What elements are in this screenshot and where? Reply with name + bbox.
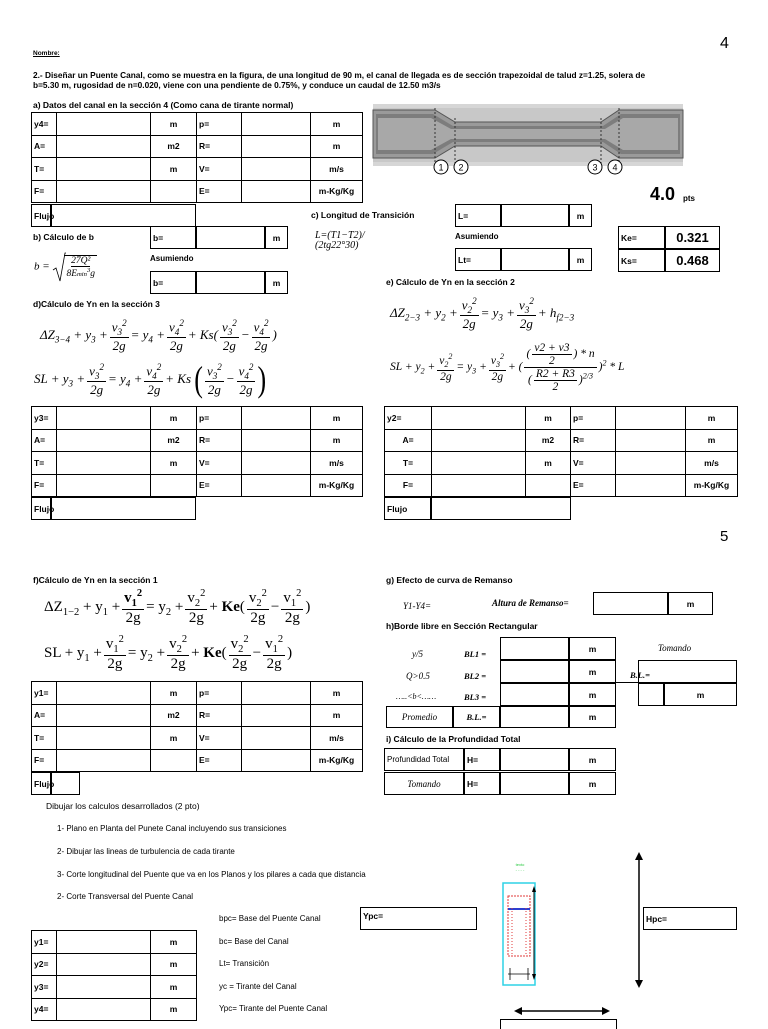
b-formula: b = 27Q² 8Emin$^3$g	[34, 252, 97, 282]
section-b-title: b) Cálculo de b	[33, 232, 94, 242]
label-cell: T=	[32, 158, 57, 181]
legend-yc: yc = Tirante del Canal	[219, 982, 297, 991]
value-field[interactable]	[432, 407, 526, 430]
label-cell: p=	[571, 407, 616, 430]
value-field[interactable]	[242, 407, 311, 430]
label-cell: R=	[197, 704, 242, 727]
section-h-title: h)Borde libre en Sección Rectangular	[386, 621, 538, 631]
h-unit: m	[569, 748, 616, 771]
unit-cell: m2	[151, 429, 197, 452]
h-label: H=	[464, 748, 500, 771]
drawing-item-1: 1- Plano en Planta del Punete Canal incluyendo sus transiciones	[57, 824, 287, 833]
value-field[interactable]	[57, 407, 151, 430]
energy-eq-3-4: $\Delta Z_{3-4} + y_3$ + $\frac{v_3^2}{2g}$ = $y_4$ + $\frac{v_4^2}{2g}$ + Ks( $\frac{v_3^2}{2g}$ − $\frac{v_4^2}{2g}$ )	[40, 318, 277, 353]
bl1-field[interactable]	[500, 637, 569, 660]
bl-promedio-label: B.L.=	[453, 706, 500, 728]
label-cell: p=	[197, 682, 242, 705]
drawing-item-4: 2- Corte Transversal del Puente Canal	[57, 892, 194, 901]
value-field[interactable]	[242, 429, 311, 452]
label-cell: A=	[32, 429, 57, 452]
cross-section-figure	[498, 858, 548, 988]
value-field[interactable]	[616, 407, 686, 430]
bl-final-field[interactable]	[638, 660, 737, 683]
label-cell: y1=	[32, 682, 57, 705]
b2-label: b=	[150, 271, 196, 294]
unit-cell	[151, 474, 197, 497]
section-a-table	[31, 112, 363, 203]
value-field[interactable]	[57, 682, 151, 705]
table-row	[385, 452, 738, 475]
value-field[interactable]	[242, 158, 311, 181]
ks-value: 0.468	[665, 249, 720, 272]
energy-eq-1-2: $\Delta Z_{1-2} + y_1$ + $\frac{v_1^2}{2g}$ = $y_2$ + $\frac{v_2^2}{2g}$ + Ke( $\frac{v_2^2}{2g}$ − $\frac{v_1^2}{2g}$ )	[44, 588, 311, 626]
table-row	[32, 135, 363, 158]
label-cell: y3=	[32, 976, 57, 999]
unit-cell: m	[151, 682, 197, 705]
section-f-table	[31, 681, 363, 772]
section-c-asumiendo: Asumiendo	[455, 232, 499, 241]
section-e-table	[384, 406, 738, 497]
b2-field[interactable]	[196, 271, 265, 294]
svg-text:- - - -: - - - -	[515, 867, 525, 872]
energy-eq-sl-1: SL + $y_1$ + $\frac{v_1^2}{2g}$ = $y_2$ + $\frac{v_2^2}{2g}$ + Ke( $\frac{v_2^2}{2g}$ − $\frac{v_1^2}{2g}$ )	[44, 634, 293, 672]
value-field[interactable]	[242, 749, 311, 772]
b-formula-denominator: 8E	[66, 269, 77, 280]
b-formula-numerator: 27Q²	[71, 255, 91, 266]
table-row	[32, 976, 197, 999]
legend-ypc: Ypc= Tirante del Puente Canal	[219, 1004, 328, 1013]
unit-cell: m	[526, 407, 571, 430]
value-field[interactable]	[57, 135, 151, 158]
label-cell: F=	[32, 749, 57, 772]
bl-promedio-field[interactable]	[500, 706, 569, 728]
legend-lt: Lt= Transiciòn	[219, 959, 270, 968]
label-cell: V=	[197, 158, 242, 181]
section-marker-3: 3	[592, 162, 598, 173]
table-row	[32, 953, 197, 976]
table-row	[385, 474, 738, 497]
b-field[interactable]	[196, 226, 265, 249]
hpc-field[interactable]	[643, 907, 737, 930]
unit-cell: m/s	[686, 452, 738, 475]
l-field[interactable]	[501, 204, 569, 227]
bl3-criteria: …..<b<……	[396, 692, 437, 701]
bl3-label: BL3 =	[464, 692, 487, 702]
label-cell: F=	[385, 474, 432, 497]
ks-label: Ks=	[618, 249, 665, 272]
unit-cell: m	[686, 429, 738, 452]
label-cell: p=	[197, 407, 242, 430]
label-cell: y2=	[385, 407, 432, 430]
ke-value: 0.321	[665, 226, 720, 249]
table-row	[32, 452, 363, 475]
b2-unit: m	[265, 271, 288, 294]
unit-cell: m	[151, 452, 197, 475]
unit-cell: m	[151, 727, 197, 750]
unit-cell: m/s	[311, 452, 363, 475]
page-number: 4	[720, 35, 729, 52]
label-cell: p=	[197, 113, 242, 136]
altura-remanso-label: Altura de Remanso=	[492, 598, 569, 608]
b-label: b=	[150, 226, 196, 249]
table-row	[32, 158, 363, 181]
energy-eq-2-3: $\Delta Z_{2-3} + y_2$ + $\frac{v_2^2}{2g}$ = $y_3$ + $\frac{v_3^2}{2g}$ + $h_{f2-3}$	[390, 296, 575, 331]
table-row	[32, 998, 197, 1021]
label-cell: T=	[32, 452, 57, 475]
label-cell: T=	[385, 452, 432, 475]
value-field[interactable]	[57, 749, 151, 772]
label-cell: E=	[571, 474, 616, 497]
value-field[interactable]	[242, 113, 311, 136]
h-field[interactable]	[500, 748, 569, 771]
section-e-title: e) Cálculo de Yn en la sección 2	[386, 277, 515, 287]
value-field[interactable]	[57, 180, 151, 203]
unit-cell: m	[311, 113, 363, 136]
section-a-flujo-field[interactable]	[51, 204, 196, 227]
ke-label: Ke=	[618, 226, 665, 249]
label-cell: F=	[32, 474, 57, 497]
table-row	[32, 931, 197, 954]
label-cell: E=	[197, 474, 242, 497]
y1-y4-label: Y1-Y4=	[403, 601, 432, 611]
label-cell: F=	[32, 180, 57, 203]
bl3-field[interactable]	[500, 683, 569, 706]
bl2-label: BL2 =	[464, 671, 487, 681]
table-row	[32, 113, 363, 136]
ypc-label: Ypc=	[363, 911, 384, 921]
label-cell: y1=	[32, 931, 57, 954]
value-field[interactable]	[57, 953, 151, 976]
unit-cell: m2	[151, 135, 197, 158]
unit-cell: m	[151, 158, 197, 181]
unit-cell: m	[311, 682, 363, 705]
section-g-title: g) Efecto de curva de Remanso	[386, 575, 513, 585]
bl1-criteria: y/5	[412, 649, 423, 659]
section-f-title: f)Cálculo de Yn en la sección 1	[33, 575, 158, 585]
label-cell: R=	[571, 429, 616, 452]
section-b-asumiendo: Asumiendo	[150, 254, 194, 263]
unit-cell: m	[151, 953, 197, 976]
width-arrow	[514, 1005, 610, 1017]
section-d-table	[31, 406, 363, 497]
value-field[interactable]	[57, 976, 151, 999]
value-field[interactable]	[432, 452, 526, 475]
unit-cell: m/s	[311, 727, 363, 750]
label-cell: E=	[197, 180, 242, 203]
tomando-label: Tomando	[658, 643, 692, 653]
canal-plan-figure	[373, 104, 683, 176]
value-field[interactable]	[57, 113, 151, 136]
value-field[interactable]	[242, 180, 311, 203]
legend-bpc: bpc= Base del Puente Canal	[219, 914, 321, 923]
section-e-flujo-field[interactable]	[431, 497, 571, 520]
value-field[interactable]	[242, 474, 311, 497]
unit-cell: m2	[526, 429, 571, 452]
table-row	[385, 407, 738, 430]
lt-unit: m	[569, 248, 592, 271]
label-cell: V=	[197, 727, 242, 750]
width-field[interactable]	[500, 1019, 617, 1029]
section-c-title: c) Longitud de Transición	[311, 210, 415, 220]
label-cell: V=	[197, 452, 242, 475]
unit-cell	[151, 749, 197, 772]
unit-cell: m-Kg/Kg	[311, 749, 363, 772]
value-field[interactable]	[242, 727, 311, 750]
value-field[interactable]	[242, 704, 311, 727]
value-field[interactable]	[57, 474, 151, 497]
value-field[interactable]	[57, 931, 151, 954]
bl1-unit: m	[569, 637, 616, 660]
table-row	[32, 474, 363, 497]
bl-final-unit: m	[664, 683, 737, 706]
l-unit: m	[569, 204, 592, 227]
value-field[interactable]	[57, 158, 151, 181]
unit-cell: m	[151, 407, 197, 430]
hpc-label: Hpc=	[646, 913, 668, 924]
unit-cell: m	[311, 135, 363, 158]
svg-text:texto: texto	[515, 862, 525, 867]
altura-remanso-field[interactable]	[593, 592, 668, 615]
bl2-unit: m	[569, 660, 616, 683]
table-row	[385, 429, 738, 452]
points-unit: pts	[683, 194, 695, 203]
label-cell: y4=	[32, 998, 57, 1021]
section-a-title: a) Datos del canal en la sección 4 (Como cana de tirante normal)	[33, 100, 294, 110]
ypc-field[interactable]	[360, 907, 477, 930]
section-d-title: d)Cálculo de Yn en la sección 3	[33, 299, 160, 309]
section-marker-4: 4	[612, 162, 618, 173]
value-field[interactable]	[57, 727, 151, 750]
value-field[interactable]	[57, 704, 151, 727]
section-marker-2: 2	[458, 162, 464, 173]
section-e-flujo-label: Flujo	[384, 497, 431, 520]
unit-cell: m	[686, 407, 738, 430]
table-row	[32, 180, 363, 203]
section-f-flujo-field[interactable]	[51, 772, 80, 795]
table-row	[32, 727, 363, 750]
section-d-flujo-label: Flujo	[31, 497, 51, 520]
energy-eq-sl-3: SL + $y_3$ + $\frac{v_3^2}{2g}$ = $y_4$ + $\frac{v_4^2}{2g}$ + Ks ( $\frac{v_3^2}{2g}$ − $\frac{v_4^2}{2g}$ )	[34, 358, 267, 400]
unit-cell: m/s	[311, 158, 363, 181]
value-field[interactable]	[616, 474, 686, 497]
unit-cell: m	[311, 429, 363, 452]
l-label: L=	[455, 204, 501, 227]
label-cell: A=	[385, 429, 432, 452]
table-row	[32, 429, 363, 452]
table-row	[32, 704, 363, 727]
label-cell: R=	[197, 429, 242, 452]
label-cell: y4=	[32, 113, 57, 136]
tomando-h-label: Tomando	[384, 772, 464, 795]
value-field[interactable]	[57, 429, 151, 452]
unit-cell: m-Kg/Kg	[311, 180, 363, 203]
promedio-label: Promedio	[386, 706, 453, 728]
value-field[interactable]	[242, 452, 311, 475]
value-field[interactable]	[242, 682, 311, 705]
unit-cell	[151, 180, 197, 203]
label-cell: y2=	[32, 953, 57, 976]
section-marker-1: 1	[438, 162, 444, 173]
unit-cell: m-Kg/Kg	[686, 474, 738, 497]
page-number-5: 5	[720, 528, 729, 545]
value-field[interactable]	[242, 135, 311, 158]
drawing-intro: Dibujar los calculos desarrollados (2 pto)	[46, 801, 200, 811]
label-cell: T=	[32, 727, 57, 750]
problem-statement-line1: 2.- Diseñar un Puente Canal, como se muestra en la figura, de una longitud de 90 m, el canal de llegada es de sección trapezoidal de talud z=1.25, solera de	[33, 70, 646, 80]
unit-cell: m-Kg/Kg	[311, 474, 363, 497]
h2-unit: m	[569, 772, 616, 795]
table-row	[32, 407, 363, 430]
summary-table	[31, 930, 197, 1021]
section-d-flujo-field[interactable]	[51, 497, 196, 520]
label-cell: V=	[571, 452, 616, 475]
bl-final-label: B.L.=	[630, 670, 650, 680]
unit-cell: m	[151, 931, 197, 954]
value-field[interactable]	[616, 452, 686, 475]
unit-cell: m	[311, 407, 363, 430]
problem-statement-line2: b=5.30 m, rugosidad de n=0.020, viene con una pendiente de 0.75%, y conduce un caudal de 12.50 m3/s	[33, 80, 441, 90]
b-formula-lhs: b =	[34, 260, 50, 273]
altura-remanso-unit: m	[668, 592, 713, 615]
section-a-flujo-label: Flujo	[31, 204, 51, 227]
unit-cell: m	[151, 113, 197, 136]
unit-cell: m2	[151, 704, 197, 727]
label-cell: R=	[197, 135, 242, 158]
label-cell: y3=	[32, 407, 57, 430]
label-cell: E=	[197, 749, 242, 772]
profundidad-total-label: Profundidad Total	[384, 748, 464, 771]
bl3-unit: m	[569, 683, 616, 706]
value-field[interactable]	[432, 474, 526, 497]
transition-formula-line1: L=(T1−T2)/	[315, 230, 365, 241]
points-value: 4.0	[650, 184, 676, 204]
drawing-item-3: 3- Corte longitudinal del Puente que va en los Planos y los pilares a cada que distancia	[57, 870, 366, 879]
value-field[interactable]	[616, 429, 686, 452]
bl-promedio-unit: m	[569, 706, 616, 728]
bl2-criteria: Q>0.5	[406, 671, 430, 681]
unit-cell: m	[526, 452, 571, 475]
unit-cell	[526, 474, 571, 497]
lt-label: Lt=	[455, 248, 501, 271]
bl2-field[interactable]	[500, 660, 569, 683]
h2-label: H=	[464, 772, 500, 795]
h2-field[interactable]	[500, 772, 569, 795]
value-field[interactable]	[57, 998, 151, 1021]
unit-cell: m	[151, 998, 197, 1021]
legend-bc: bc= Base del Canal	[219, 937, 289, 946]
lt-field[interactable]	[501, 248, 569, 271]
nombre-label: Nombre:	[33, 50, 60, 57]
table-row	[32, 749, 363, 772]
bl-final-extra	[638, 683, 664, 706]
unit-cell: m	[311, 704, 363, 727]
energy-eq-sl-2: SL + $y_2$ + $\frac{v_2^2}{2g}$ = $y_3$ + $\frac{v_3^2}{2g}$ + ( ( $\frac{v2 + v3}{2}$ ) * n ( $\frac{R2 + R3}{2}$ )$^{2/3}$ )$^2$ * L	[390, 342, 625, 393]
value-field[interactable]	[57, 452, 151, 475]
section-f-flujo-label: Flujo	[31, 772, 51, 795]
table-row	[32, 682, 363, 705]
bl1-label: BL1 =	[464, 649, 487, 659]
b-unit: m	[265, 226, 288, 249]
section-i-title: i) Cálculo de la Profundidad Total	[386, 734, 521, 744]
label-cell: A=	[32, 135, 57, 158]
label-cell: A=	[32, 704, 57, 727]
unit-cell: m	[151, 976, 197, 999]
drawing-item-2: 2- Dibujar las lineas de turbulencia de cada tirante	[57, 847, 235, 856]
transition-formula-line2: (2tg22°30)	[315, 240, 359, 251]
value-field[interactable]	[432, 429, 526, 452]
